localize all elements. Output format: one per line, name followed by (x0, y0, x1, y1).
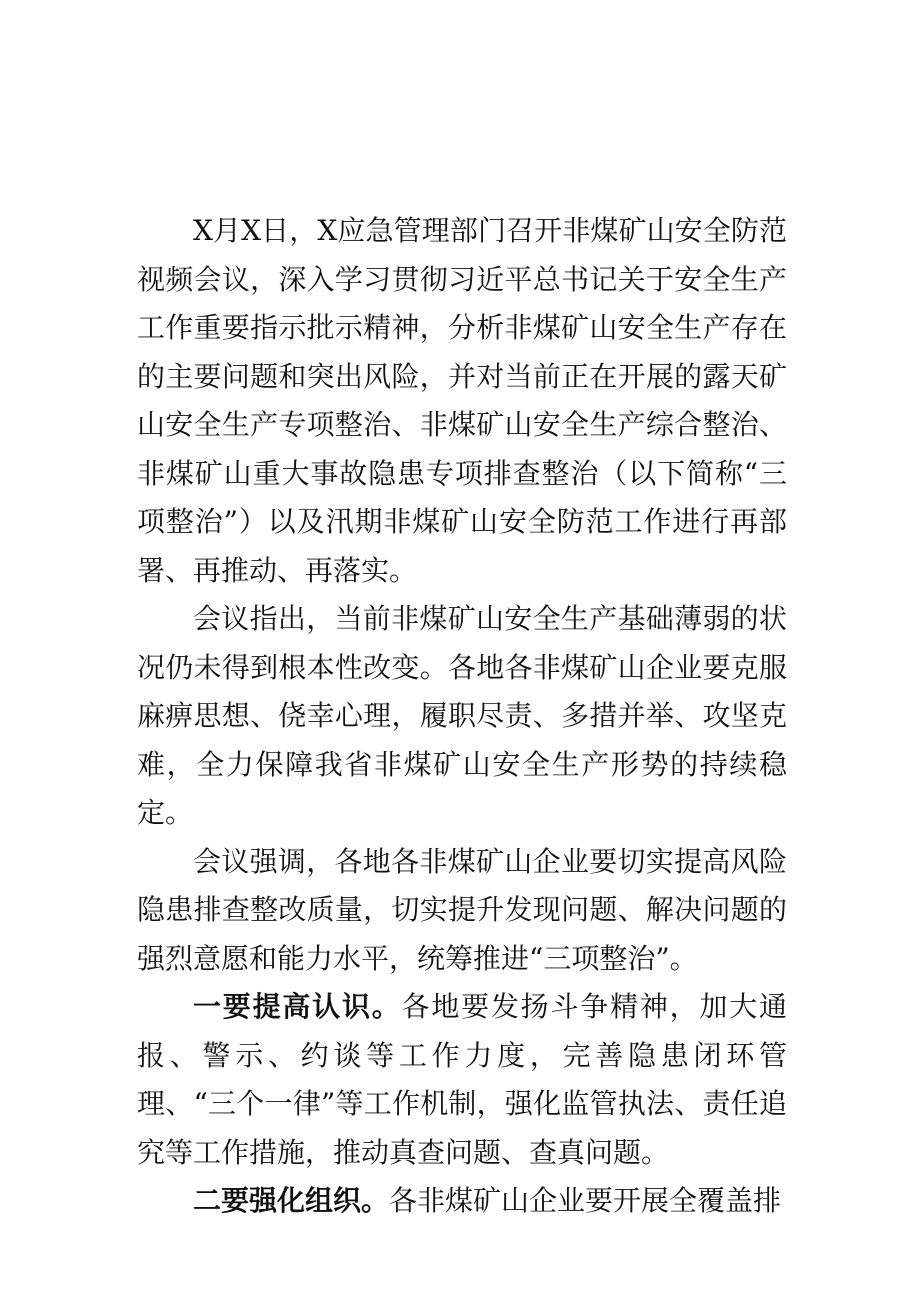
paragraph-text: 各地要发扬斗争精神，加大通报、警示、约谈等工作力度，完善隐患闭环管理、“三个一律”等工作机制，强化监管执法、责任追究等工作措施，推动真查问题、查真问题。 (137, 990, 787, 1169)
paragraph-lead-heading: 一要提高认识。 (193, 990, 402, 1023)
paragraph-text: 各非煤矿山企业要开展全覆盖排 (389, 1184, 782, 1217)
paragraph-text: 会议强调，各地各非煤矿山企业要切实提高风险隐患排查整改质量，切实提升发现问题、解决问题的强烈意愿和能力水平，统筹推进“三项整治”。 (137, 844, 787, 975)
paragraph-strengthen-organization (137, 1177, 787, 1226)
document-body (137, 207, 787, 1226)
paragraph-lead-heading: 二要强化组织。 (193, 1184, 390, 1217)
paragraph-meeting-intro (137, 207, 787, 595)
paragraph-meeting-points (137, 595, 787, 838)
paragraph-raise-awareness (137, 983, 787, 1177)
paragraph-text: X月X日，X应急管理部门召开非煤矿山安全防范视频会议，深入学习贯彻习近平总书记关于安全生产工作重要指示批示精神，分析非煤矿山安全生产存在的主要问题和突出风险，并对当前正在开展的露天矿山安全生产专项整治、非煤矿山安全生产综合整治、非煤矿山重大事故隐患专项排查整治（以下简称“三项整治”）以及汛期非煤矿山安全防范工作进行再部署、再推动、再落实。 (137, 214, 787, 587)
paragraph-text: 会议指出，当前非煤矿山安全生产基础薄弱的状况仍未得到根本性改变。各地各非煤矿山企业要克服麻痹思想、侥幸心理，履职尽责、多措并举、攻坚克难，全力保障我省非煤矿山安全生产形势的持续稳定。 (137, 602, 787, 829)
paragraph-meeting-emphasis (137, 838, 787, 984)
